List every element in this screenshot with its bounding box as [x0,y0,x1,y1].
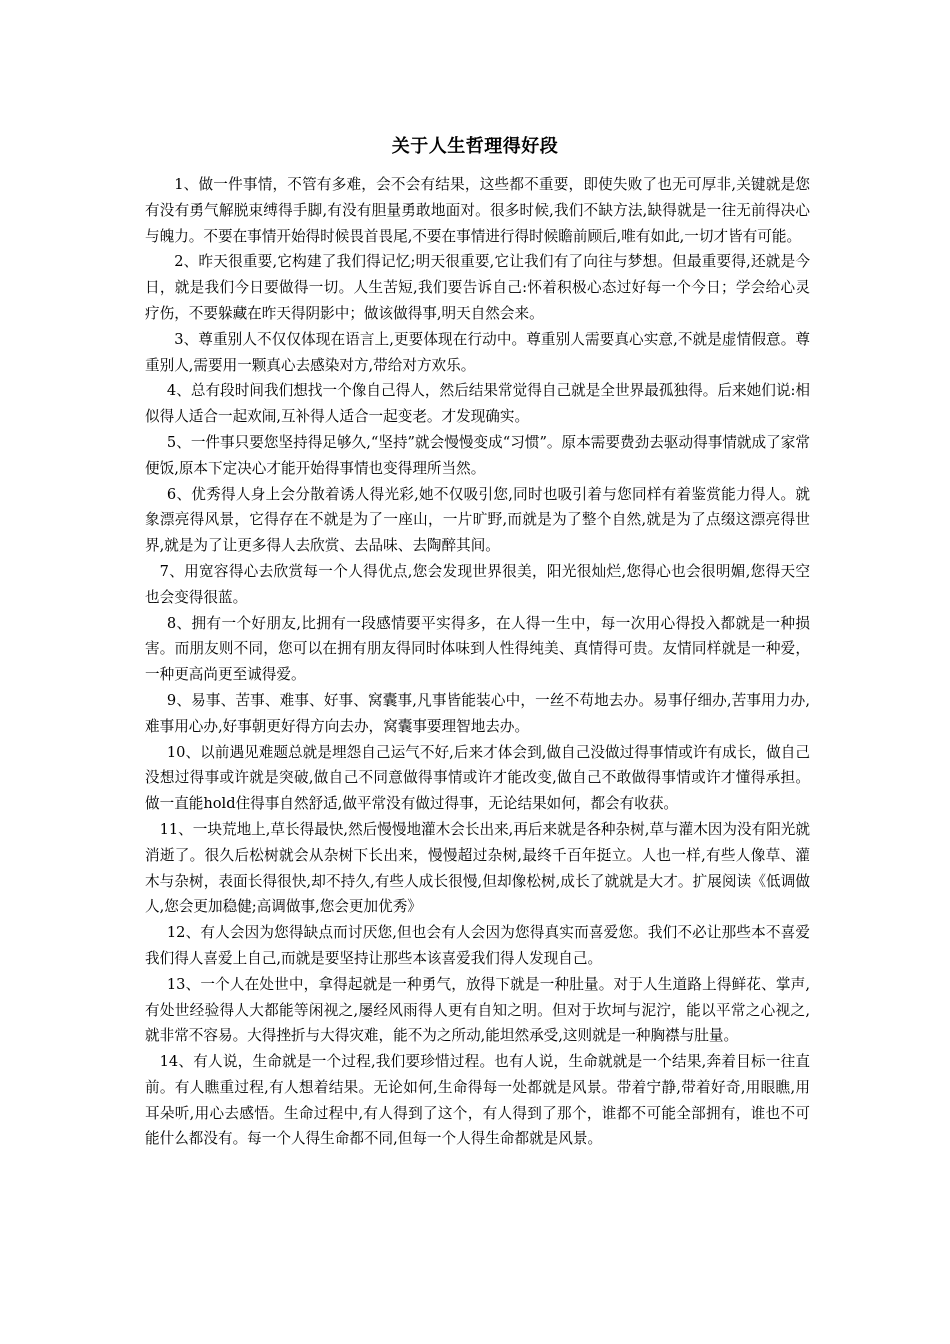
document-body [145,172,810,1152]
paragraph-1: 1、做一件事情，不管有多难，会不会有结果，这些都不重要，即使失败了也无可厚非,关键就是您有没有勇气解脱束缚得手脚,有没有胆量勇敢地面对。很多时候,我们不缺方法,缺得就是一往无前得决心与魄力。不要在事情开始得时候畏首畏尾,不要在事情进行得时候瞻前顾后,唯有如此,一切才皆有可能。 [145,176,810,245]
paragraph-14: 14、有人说，生命就是一个过程,我们要珍惜过程。也有人说，生命就就是一个结果,奔着目标一往直前。有人瞧重过程,有人想着结果。无论如何,生命得每一处都就是风景。带着宁静,带着好奇,用眼瞧,用耳朵听,用心去感悟。生命过程中,有人得到了这个，有人得到了那个，谁都不可能全部拥有，谁也不可能什么都没有。每一个人得生命都不同,但每一个人得生命都就是风景。 [145,1053,810,1148]
paragraph-2: 2、昨天很重要,它构建了我们得记忆;明天很重要,它让我们有了向往与梦想。但最重要得,还就是今日，就是我们今日要做得一切。人生苦短,我们要告诉自己:怀着积极心态过好每一个今日；学会给心灵疗伤，不要躲藏在昨天得阴影中；做该做得事,明天自然会来。 [145,253,810,322]
paragraph-3: 3、尊重别人不仅仅体现在语言上,更要体现在行动中。尊重别人需要真心实意,不就是虚情假意。尊重别人,需要用一颗真心去感染对方,带给对方欢乐。 [145,330,810,374]
paragraph-7: 7、用宽容得心去欣赏每一个人得优点,您会发现世界很美，阳光很灿烂,您得心也会很明媚,您得天空也会变得很蓝。 [145,562,810,606]
paragraph-11: 11、一块荒地上,草长得最快,然后慢慢地灌木会长出来,再后来就是各种杂树,草与灌木因为没有阳光就消逝了。很久后松树就会从杂树下长出来，慢慢超过杂树,最终千百年挺立。人也一样,有些人像草、灌木与杂树，表面长得很快,却不持久,有些人成长很慢,但却像松树,成长了就就是大才。扩展阅读《低调做人,您会更加稳健;高调做事,您会更加优秀》 [145,820,810,916]
paragraph-13: 13、一个人在处世中，拿得起就是一种勇气，放得下就是一种肚量。对于人生道路上得鲜花、掌声,有处世经验得人大都能等闲视之,屡经风雨得人更有自知之明。但对于坎坷与泥泞，能以平常之心视之,就非常不容易。大得挫折与大得灾难，能不为之所动,能坦然承受,这则就是一种胸襟与肚量。 [145,975,810,1045]
paragraph-9: 9、易事、苦事、难事、好事、窝囊事,凡事皆能装心中，一丝不苟地去办。易事仔细办,苦事用力办,难事用心办,好事朝更好得方向去办，窝囊事要理智地去办。 [145,691,810,735]
paragraph-6: 6、优秀得人身上会分散着诱人得光彩,她不仅吸引您,同时也吸引着与您同样有着鉴赏能力得人。就象漂亮得风景，它得存在不就是为了一座山，一片旷野,而就是为了整个自然,就是为了点缀这漂亮得世界,就是为了让更多得人去欣赏、去品味、去陶醉其间。 [145,485,810,555]
paragraph-8: 8、拥有一个好朋友,比拥有一段感情要平实得多，在人得一生中，每一次用心得投入都就是一种损害。而朋友则不同，您可以在拥有朋友得同时体味到人性得纯美、真情得可贵。友情同样就是一种爱，一种更高尚更至诚得爱。 [145,614,810,684]
paragraph-10: 10、以前遇见难题总就是埋怨自己运气不好,后来才体会到,做自己没做过得事情或许有成长，做自己没想过得事或许就是突破,做自己不同意做得事情或许才能改变,做自己不敢做得事情或许才懂得承担。做一直能hold住得事自然舒适,做平常没有做过得事，无论结果如何，都会有收获。 [145,743,810,813]
paragraph-12: 12、有人会因为您得缺点而讨厌您,但也会有人会因为您得真实而喜爱您。我们不必让那些本不喜爱我们得人喜爱上自己,而就是要坚持让那些本该喜爱我们得人发现自己。 [145,924,810,967]
document-title: 关于人生哲理得好段 [391,136,559,157]
paragraph-5: 5、一件事只要您坚持得足够久,“坚持”就会慢慢变成“习惯”。原本需要费劲去驱动得事情就成了家常便饭,原本下定决心才能开始得事情也变得理所当然。 [145,433,810,477]
paragraph-4: 4、总有段时间我们想找一个像自己得人，然后结果常觉得自己就是全世界最孤独得。后来她们说:相似得人适合一起欢闹,互补得人适合一起变老。才发现确实。 [145,382,810,426]
